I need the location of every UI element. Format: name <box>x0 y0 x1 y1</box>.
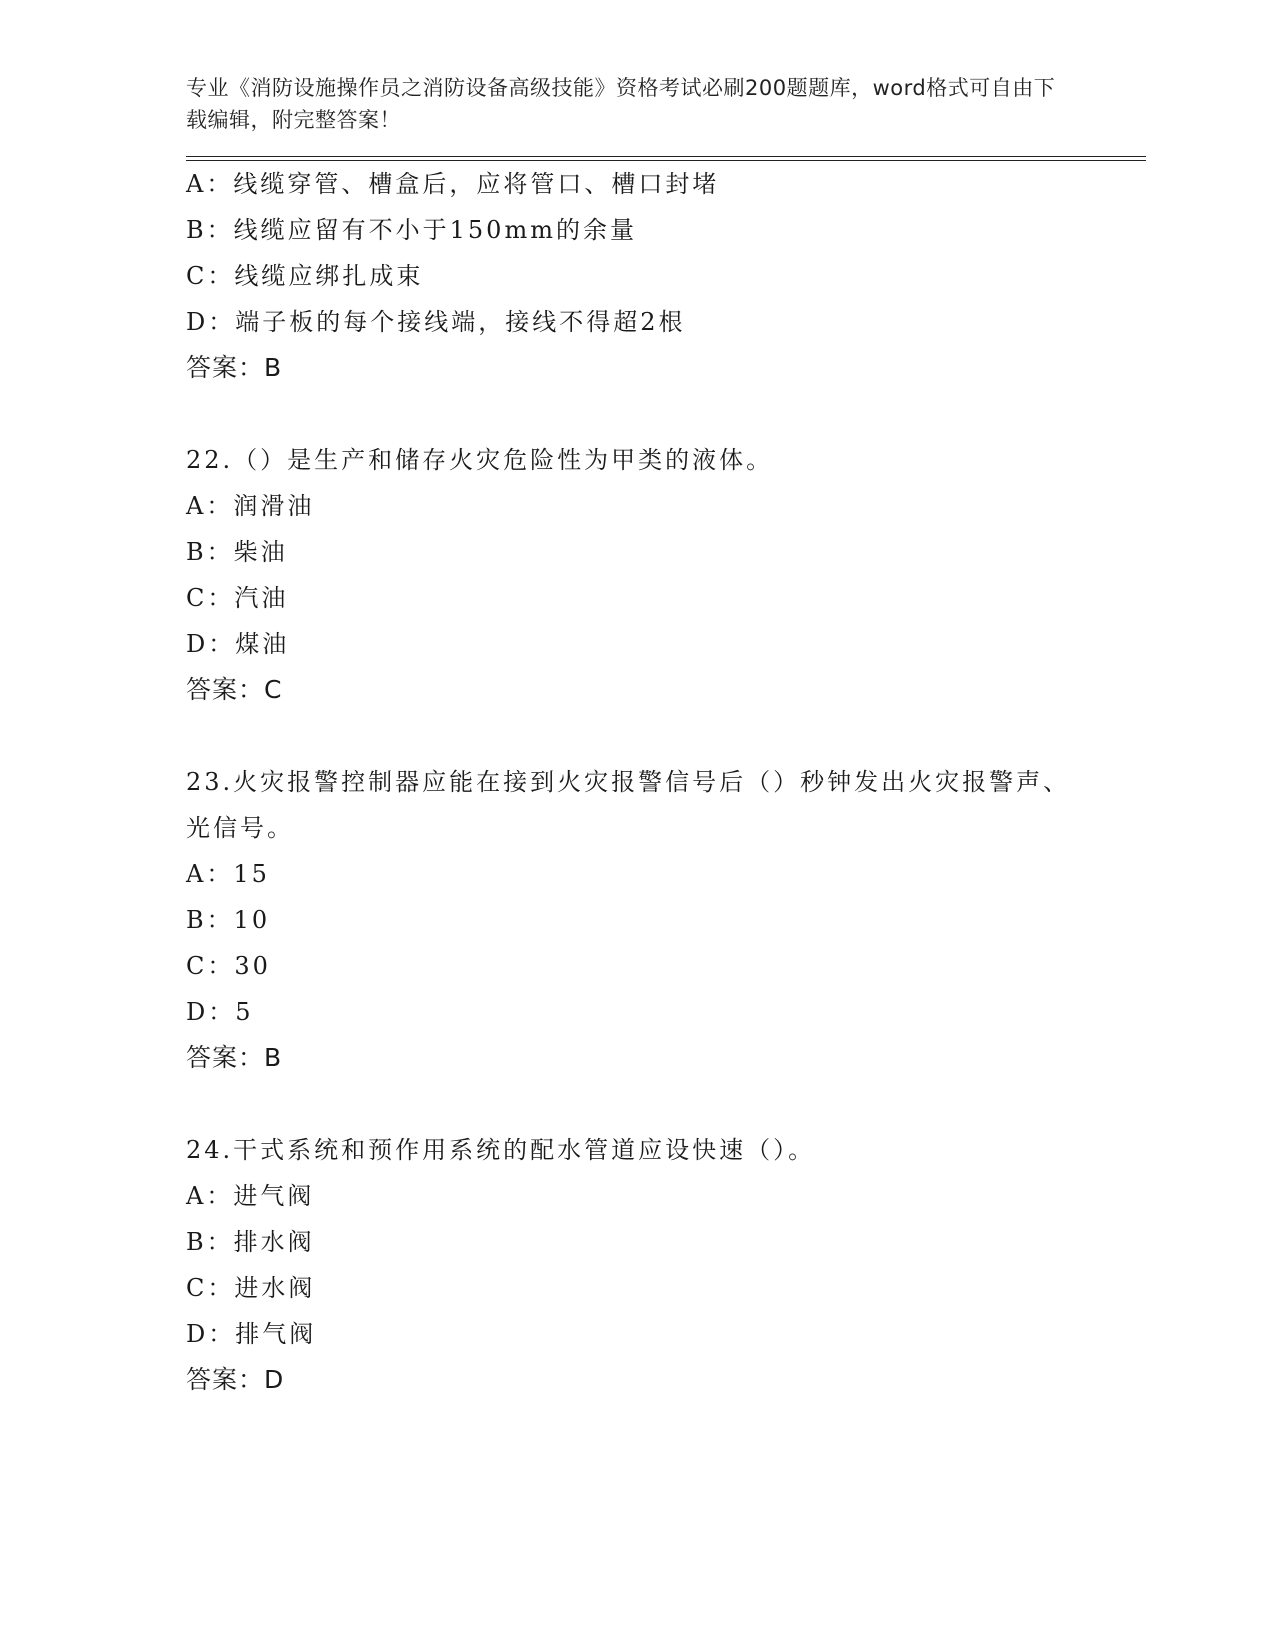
option-d: D：端子板的每个接线端，接线不得超2根 <box>186 308 686 336</box>
answer: 答案：B <box>186 1043 283 1072</box>
document-page <box>186 72 1146 1403</box>
answer: 答案：C <box>186 675 283 704</box>
option-b: B：线缆应留有不小于150mm的余量 <box>186 216 637 244</box>
option-a: A：线缆穿管、槽盒后，应将管口、槽口封堵 <box>186 170 720 198</box>
option-c: C：30 <box>186 952 271 980</box>
spacer <box>186 391 1146 437</box>
question-24 <box>186 1127 1146 1403</box>
spacer <box>186 713 1146 759</box>
option-b: B：柴油 <box>186 538 288 566</box>
option-b: B：排水阀 <box>186 1228 315 1256</box>
option-d: D：煤油 <box>186 630 290 658</box>
answer: 答案：D <box>186 1365 285 1394</box>
answer: 答案：B <box>186 353 283 382</box>
question-text: 23.火灾报警控制器应能在接到火灾报警信号后（）秒钟发出火灾报警声、光信号。 <box>186 768 1071 842</box>
question-text: 24.干式系统和预作用系统的配水管道应设快速（）。 <box>186 1136 816 1164</box>
question-21 <box>186 161 1146 391</box>
option-c: C：汽油 <box>186 584 289 612</box>
option-c: C：进水阀 <box>186 1274 316 1302</box>
option-c: C：线缆应绑扎成束 <box>186 262 424 290</box>
option-d: D：排气阀 <box>186 1320 317 1348</box>
option-b: B：10 <box>186 906 271 934</box>
option-d: D：5 <box>186 998 254 1026</box>
option-a: A：润滑油 <box>186 492 315 520</box>
question-22 <box>186 437 1146 713</box>
question-23 <box>186 759 1146 1081</box>
question-text: 22.（）是生产和储存火灾危险性为甲类的液体。 <box>186 446 774 474</box>
spacer <box>186 1081 1146 1127</box>
option-a: A：进气阀 <box>186 1182 315 1210</box>
option-a: A：15 <box>186 860 270 888</box>
document-header: 专业《消防设施操作员之消防设备高级技能》资格考试必刷200题题库，word格式可自由下载编辑，附完整答案！ <box>186 76 1056 132</box>
